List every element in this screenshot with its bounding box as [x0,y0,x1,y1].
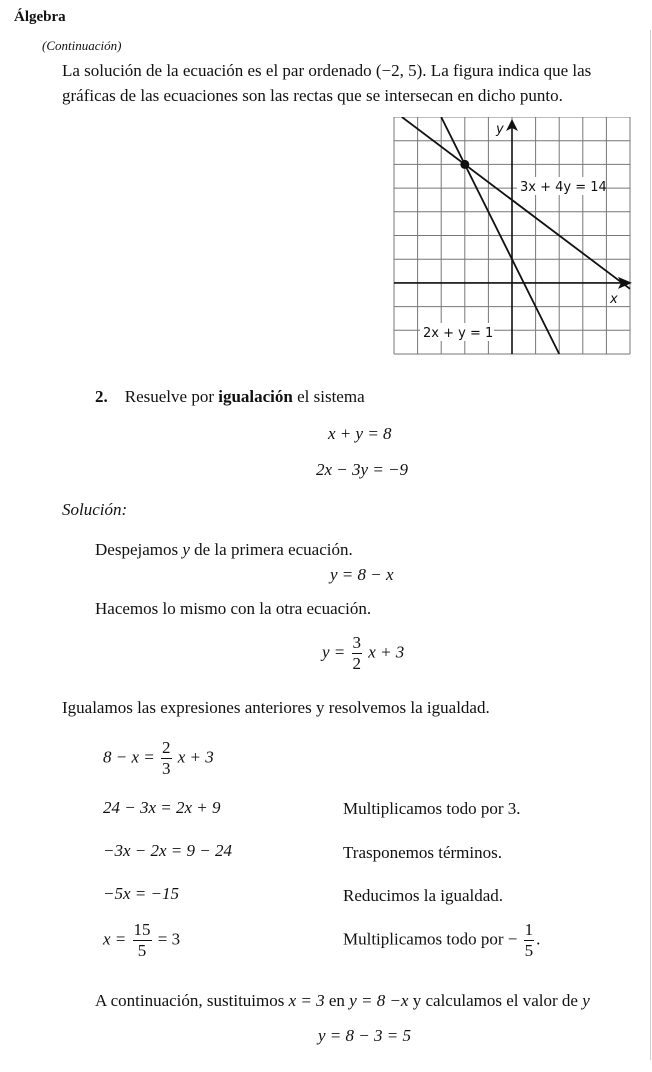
eq-y-3-2x-plus-3 [322,633,404,674]
problem-statement [95,384,365,409]
final-c: en [324,991,350,1010]
series-line-1 [402,117,630,289]
work-row-5-note [343,920,540,961]
fraction [161,738,172,779]
eq-y2-lhs: y = [322,642,346,662]
problem-text-before: Resuelve por [124,387,219,406]
note-text: Multiplicamos todo por [343,929,508,949]
intersection-graph [392,117,632,357]
continuation-label: (Continuación) [42,38,122,53]
problem-text-after: el sistema [292,387,365,406]
step-3-text: Igualamos las expresiones anteriores y resolvemos la igualdad. [62,698,490,717]
line-label-3x4y14: 3x + 4y = 14 [520,180,607,195]
intro-line-1: La solución de la ecuación es el par ordenado (−2, 5). La figura indica que las [62,61,592,80]
final-d: y = 8 −x [349,991,409,1010]
final-e: y calculamos el valor de [408,991,583,1010]
page-edge-line [650,30,651,1060]
work-1-lhs: 8 − x = [103,747,155,767]
work-row-5-expr [103,920,180,961]
system-eq-1: x + y = 8 [328,424,392,443]
intersection-point [460,160,469,169]
note-sign: − [507,929,518,949]
work-row-3-note: Trasponemos términos. [343,843,502,862]
work-row-4-expr: −5x = −15 [103,884,179,903]
final-f: y [582,991,590,1010]
eq-y-8-minus-x: y = 8 − x [330,565,394,584]
note-end: . [536,929,541,949]
work-row-1 [103,738,214,779]
numerator: 15 [133,920,151,939]
numerator: 3 [352,633,362,652]
denominator: 5 [137,941,147,960]
fraction [524,920,535,961]
y-axis-label: y [496,122,504,137]
denominator: 5 [524,941,534,960]
final-a: A continuación, sustituimos [95,991,289,1010]
x-axis-label: x [610,292,618,307]
section-header: Álgebra [14,9,66,25]
fraction [352,633,363,674]
step-1-b: de la primera ecuación. [189,540,353,559]
final-b: x = 3 [288,991,325,1010]
step-1-text [95,537,353,562]
work-row-4-note: Reducimos la igualdad. [343,886,504,905]
work-5-lhs: x = [103,929,127,949]
step-1-var: y [182,540,190,559]
step-2-text: Hacemos lo mismo con la otra ecuación. [95,599,372,618]
denominator: 2 [352,654,362,673]
work-row-3-expr: −3x − 2x = 9 − 24 [103,841,232,860]
eq-y2-rhs: x + 3 [368,642,405,662]
denominator: 3 [162,759,171,778]
numerator: 1 [524,920,534,939]
problem-text-bold: igualación [218,387,293,406]
line-label-2xy1: 2x + y = 1 [423,326,494,341]
work-1-rhs: x + 3 [177,747,214,767]
work-row-2-note: Multiplicamos todo por 3. [343,799,521,818]
system-eq-2: 2x − 3y = −9 [316,460,409,479]
step-1-a: Despejamos [95,540,183,559]
final-text [95,988,590,1013]
work-row-2-expr: 24 − 3x = 2x + 9 [103,798,221,817]
graph-axes [394,119,632,354]
problem-number: 2. [95,387,108,406]
solution-heading: Solución: [62,500,128,519]
work-5-rhs: = 3 [157,929,181,949]
intro-line-2: gráficas de las ecuaciones son las rectas que se intersecan en dicho punto. [62,86,563,105]
fraction [133,920,152,961]
final-equation: y = 8 − 3 = 5 [318,1026,411,1045]
numerator: 2 [162,738,171,757]
